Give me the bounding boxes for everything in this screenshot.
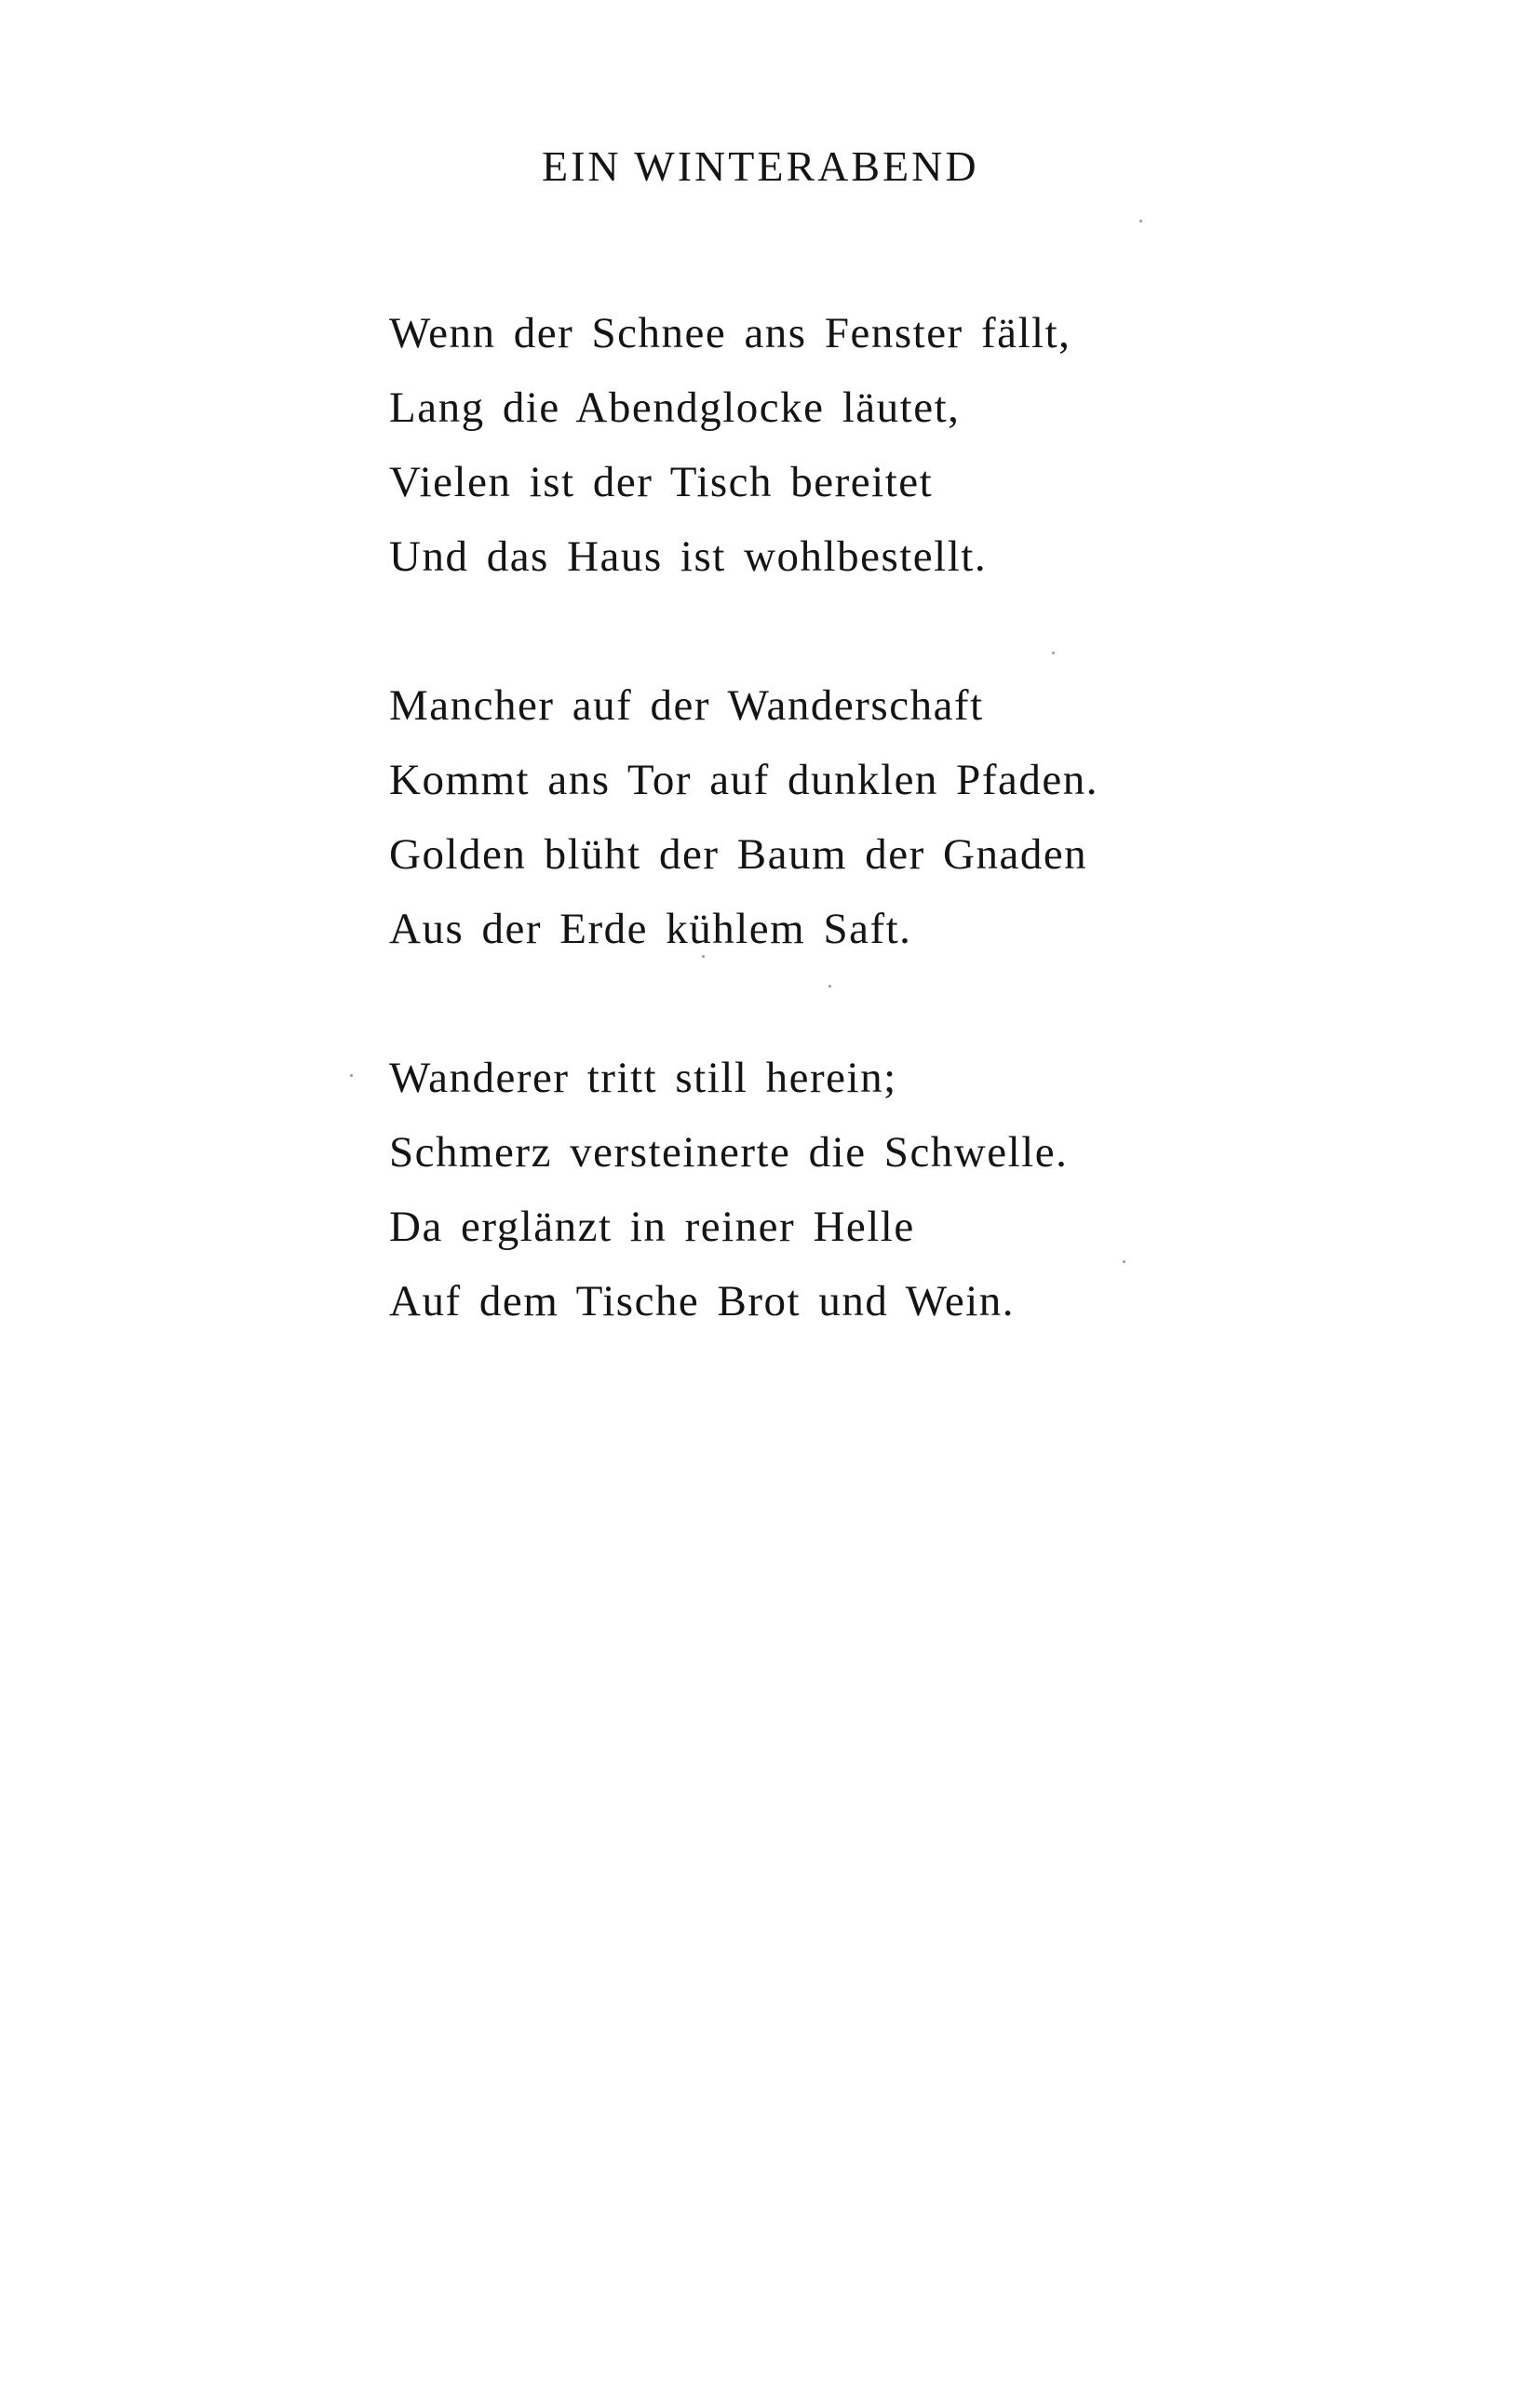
poem-line: Mancher auf der Wanderschaft: [389, 681, 984, 730]
poem-line: Da erglänzt in reiner Helle: [389, 1203, 915, 1251]
poem-line: Kommt ans Tor auf dunklen Pfaden.: [389, 756, 1098, 804]
poem-line: Vielen ist der Tisch bereitet: [389, 458, 934, 506]
stanza-1: [389, 296, 1098, 594]
poem-body: [389, 296, 1098, 1413]
poem-line: Schmerz versteinerte die Schwelle.: [389, 1128, 1069, 1177]
poem-line: Wenn der Schnee ans Fenster fällt,: [389, 309, 1071, 357]
poem-line: Wanderer tritt still herein;: [389, 1054, 897, 1102]
poem-title: EIN WINTERABEND: [542, 142, 979, 190]
scan-speck: [350, 1074, 353, 1077]
scan-speck: [1139, 220, 1142, 222]
scan-speck: [702, 955, 705, 958]
scan-speck: [828, 985, 831, 988]
scan-speck: [1123, 1260, 1125, 1263]
poem-line: Und das Haus ist wohlbestellt.: [389, 532, 988, 581]
stanza-2: [389, 668, 1098, 966]
poem-line: Aus der Erde kühlem Saft.: [389, 905, 912, 953]
scan-speck: [1052, 652, 1055, 654]
stanza-3: [389, 1041, 1098, 1339]
poem-line: Lang die Abendglocke läutet,: [389, 383, 961, 432]
poem-line: Auf dem Tische Brot und Wein.: [389, 1277, 1016, 1325]
poem-line: Golden blüht der Baum der Gnaden: [389, 830, 1088, 879]
